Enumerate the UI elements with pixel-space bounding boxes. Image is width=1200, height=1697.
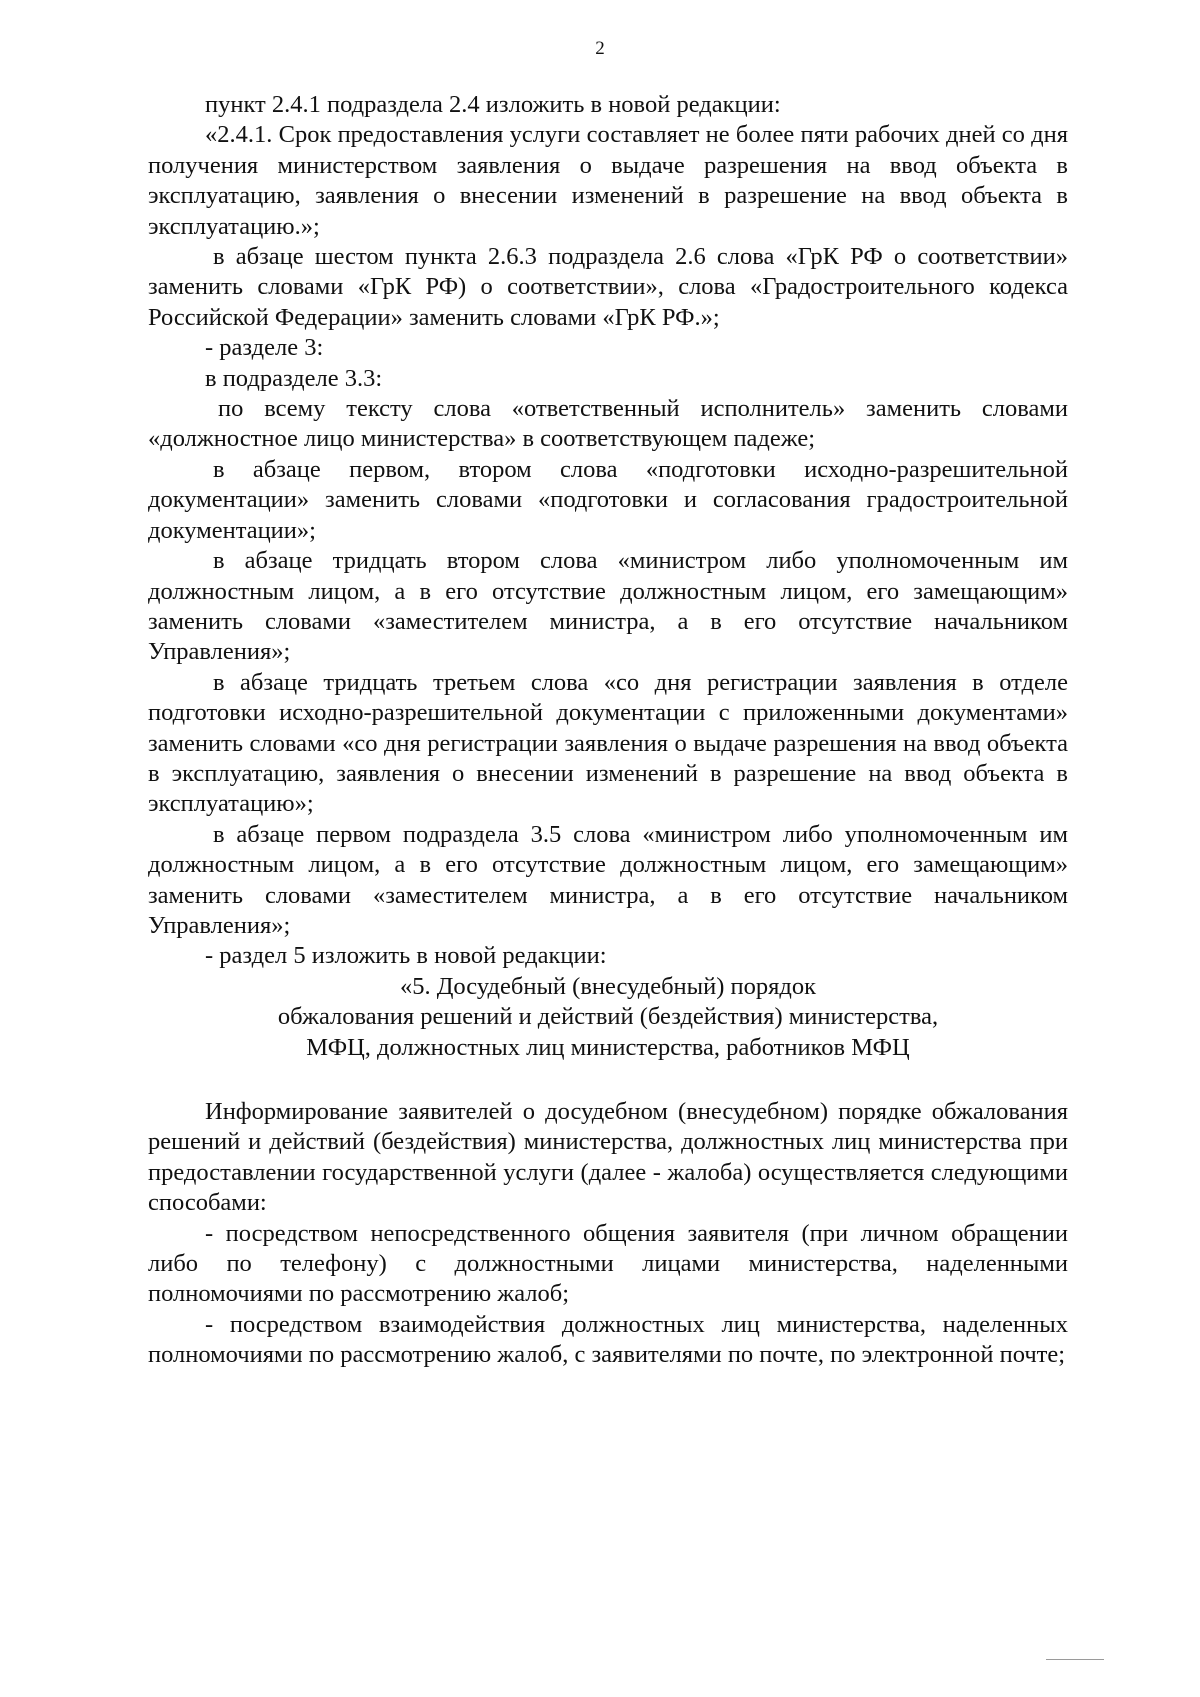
paragraph-thirty-second: в абзаце тридцать втором слова «министром либо уполномоченным им должностным лицом, а в его отсутствие должностным лицом, его замещающим» заменить словами «заместителем министра, а в его отсутствие начальником Управления»; <box>148 547 1068 666</box>
paragraph-item-2-6-3: в абзаце шестом пункта 2.6.3 подраздела 2.6 слова «ГрК РФ о соответствии» заменить словами «ГрК РФ) о соответствии», слова «Градостроительного кодекса Российской Федерации» заменить словами «ГрК РФ.»; <box>148 243 1068 331</box>
paragraph-item-2-4-1-intro: пункт 2.4.1 подраздела 2.4 изложить в новой редакции: <box>205 91 781 118</box>
paragraph-subsection-3-3: в подразделе 3.3: <box>205 364 383 392</box>
scan-mark <box>1046 1659 1104 1660</box>
paragraph-item-2-4-1-text: «2.4.1. Срок предоставления услуги составляет не более пяти рабочих дней со дня получения министерством заявления о выдаче разрешения на ввод объекта в эксплуатацию, заявления о внесении изменений в разрешение на ввод объекта в эксплуатацию.»; <box>148 121 1068 240</box>
paragraph-direct-communication: - посредством непосредственного общения заявителя (при личном обращении либо по телефону) с должностными лицами министерства, наделенными полномочиями по рассмотрению жалоб; <box>148 1219 1068 1308</box>
paragraph-informing: Информирование заявителей о досудебном (внесудебном) порядке обжалования решений и действий (бездействия) министерства, должностных лиц министерства при предоставлении государственной услуги (далее - жалоба) осуществляется следующими способами: <box>148 1098 1068 1217</box>
paragraph-section-5: - раздел 5 изложить в новой редакции: <box>205 942 607 970</box>
paragraph-subsection-3-5: в абзаце первом подраздела 3.5 слова «министром либо уполномоченным им должностным лицом, а в его отсутствие должностным лицом, его замещающим» заменить словами «заместителем министра, а в его отсутствие начальником Управления»; <box>148 820 1068 939</box>
document-body <box>148 90 1068 1371</box>
paragraph-responsible-executor: по всему тексту слова «ответственный исполнитель» заменить словами «должностное лицо министерства» в соответствующем падеже; <box>148 395 1068 453</box>
section-heading-line-2: обжалования решений и действий (бездействия) министерства, <box>277 1003 939 1031</box>
paragraph-mail-communication: - посредством взаимодействия должностных лиц министерства, наделенных полномочиями по рассмотрению жалоб, с заявителями по почте, по электронной почте; <box>148 1310 1068 1369</box>
paragraph-thirty-third: в абзаце тридцать третьем слова «со дня регистрации заявления в отделе подготовки исходно-разрешительной документации с приложенными документами» заменить словами «со дня регистрации заявления о выдаче разрешения на ввод объекта в эксплуатацию, заявления о внесении изменений в разрешение на ввод объекта в эксплуатацию»; <box>148 668 1068 818</box>
section-heading-line-1: «5. Досудебный (внесудебный) порядок <box>399 972 817 1000</box>
paragraph-first-second: в абзаце первом, втором слова «подготовки исходно-разрешительной документации» заменить словами «подготовки и согласования градостроительной документации»; <box>148 455 1068 544</box>
paragraph-section-3: - разделе 3: <box>205 334 324 362</box>
section-spacer <box>148 1063 1068 1097</box>
section-heading-line-3: МФЦ, должностных лиц министерства, работников МФЦ <box>306 1033 910 1061</box>
page-number: 2 <box>595 38 605 59</box>
